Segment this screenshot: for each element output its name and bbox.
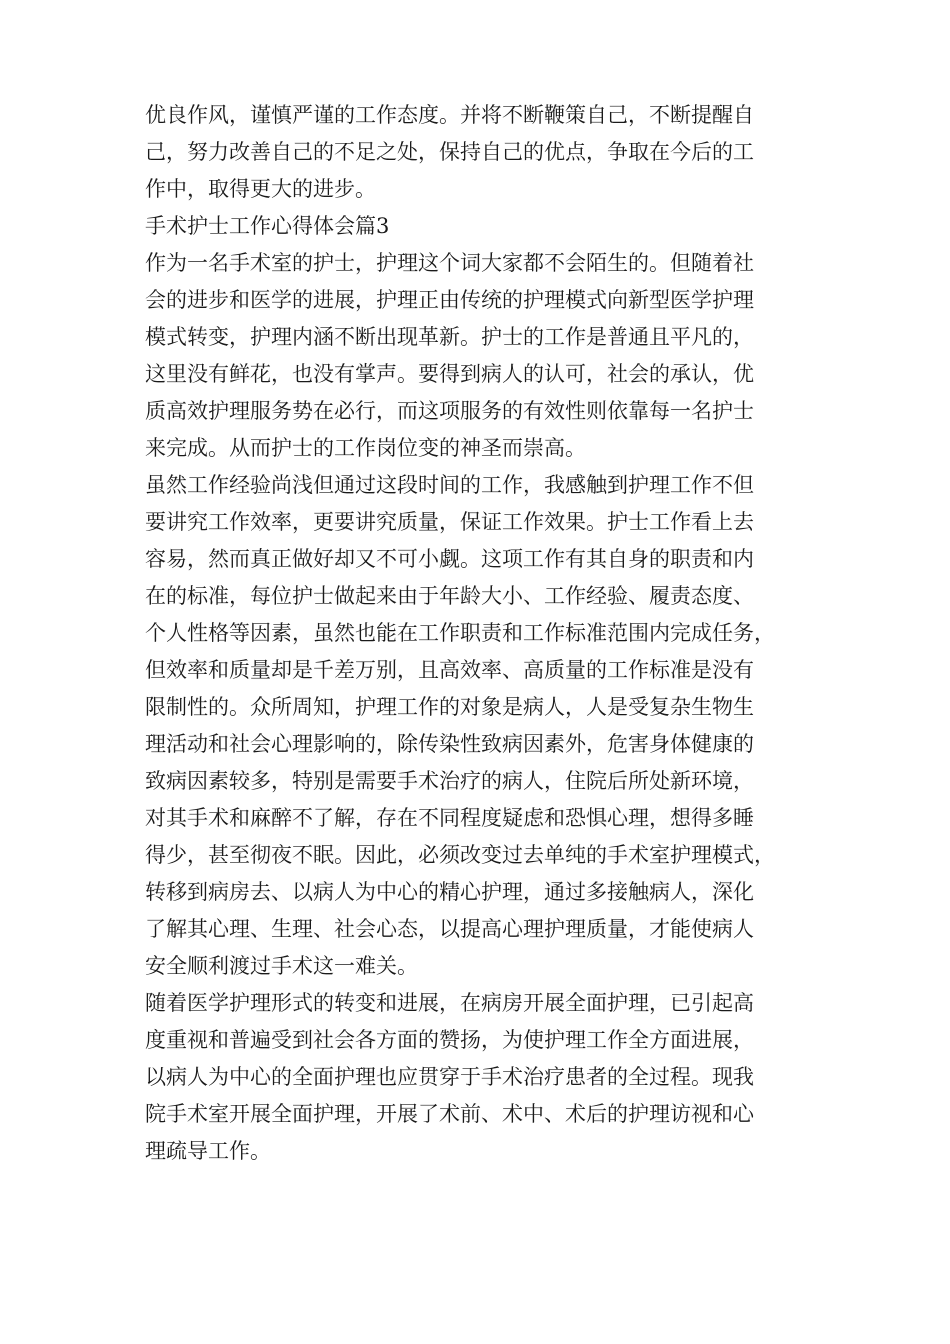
paragraph-intro <box>145 245 845 467</box>
text-line: 己，努力改善自己的不足之处，保持自己的优点，争取在今后的工 <box>145 140 754 164</box>
text-line: 安全顺利渡过手术这一难关。 <box>145 954 418 978</box>
text-line: 来完成。从而护士的工作岗位变的神圣而崇高。 <box>145 436 586 460</box>
text-line: 虽然工作经验尚浅但通过这段时间的工作，我感触到护理工作不但 <box>145 473 754 497</box>
document-body <box>145 97 845 1170</box>
text-line: 对其手术和麻醉不了解，存在不同程度疑虑和恐惧心理，想得多睡 <box>145 806 754 830</box>
text-line: 容易，然而真正做好却又不可小觑。这项工作有其自身的职责和内 <box>145 547 754 571</box>
text-line: 限制性的。众所周知，护理工作的对象是病人，人是受复杂生物生 <box>145 695 754 719</box>
paragraph-continuation <box>145 97 845 208</box>
text-line: 理疏导工作。 <box>145 1139 271 1163</box>
text-line: 作为一名手术室的护士，护理这个词大家都不会陌生的。但随着社 <box>145 251 754 275</box>
text-line: 理活动和社会心理影响的，除传染性致病因素外，危害身体健康的 <box>145 732 754 756</box>
text-line: 度重视和普遍受到社会各方面的赞扬，为使护理工作全方面进展， <box>145 1028 754 1052</box>
text-line: 在的标准，每位护士做起来由于年龄大小、工作经验、履责态度、 <box>145 584 754 608</box>
text-line: 得少，甚至彻夜不眠。因此，必须改变过去单纯的手术室护理模式， <box>145 843 775 867</box>
paragraph-development <box>145 985 845 1170</box>
text-line: 质高效护理服务势在必行，而这项服务的有效性则依靠每一名护士 <box>145 399 754 423</box>
text-line: 这里没有鲜花，也没有掌声。要得到病人的认可，社会的承认，优 <box>145 362 754 386</box>
text-line: 模式转变，护理内涵不断出现革新。护士的工作是普通且平凡的， <box>145 325 754 349</box>
text-line: 会的进步和医学的进展，护理正由传统的护理模式向新型医学护理 <box>145 288 754 312</box>
text-line: 了解其心理、生理、社会心态，以提高心理护理质量，才能使病人 <box>145 917 754 941</box>
paragraph-experience <box>145 467 845 985</box>
text-line: 但效率和质量却是千差万别，且高效率、高质量的工作标准是没有 <box>145 658 754 682</box>
text-line: 随着医学护理形式的转变和进展，在病房开展全面护理，已引起高 <box>145 991 754 1015</box>
text-line: 个人性格等因素，虽然也能在工作职责和工作标准范围内完成任务， <box>145 621 775 645</box>
text-line: 致病因素较多，特别是需要手术治疗的病人，住院后所处新环境， <box>145 769 754 793</box>
text-line: 要讲究工作效率，更要讲究质量，保证工作效果。护士工作看上去 <box>145 510 754 534</box>
section-heading: 手术护士工作心得体会篇3 <box>145 214 390 238</box>
text-line: 作中，取得更大的进步。 <box>145 177 376 201</box>
text-line: 院手术室开展全面护理，开展了术前、术中、术后的护理访视和心 <box>145 1102 754 1126</box>
text-line: 优良作风，谨慎严谨的工作态度。并将不断鞭策自己，不断提醒自 <box>145 103 754 127</box>
text-line: 以病人为中心的全面护理也应贯穿于手术治疗患者的全过程。现我 <box>145 1065 754 1089</box>
text-line: 转移到病房去、以病人为中心的精心护理，通过多接触病人，深化 <box>145 880 754 904</box>
